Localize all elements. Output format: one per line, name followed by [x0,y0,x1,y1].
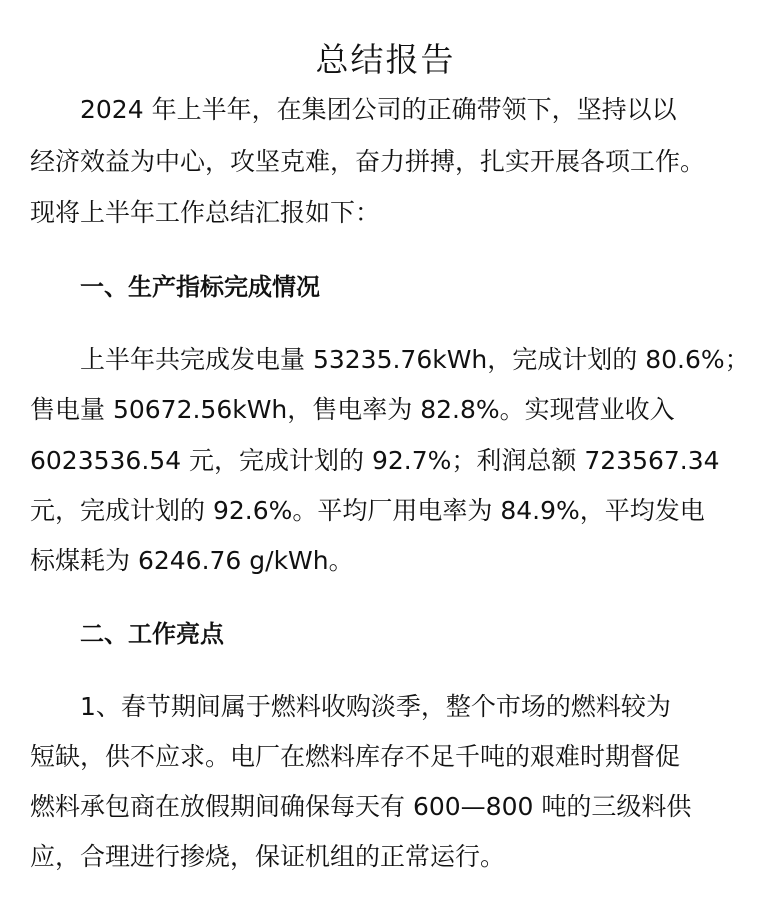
intro-line-3: 现将上半年工作总结汇报如下： [30,198,381,227]
section-2-line-1: 1、春节期间属于燃料收购淡季，整个市场的燃料较为 [80,692,671,721]
section-2-heading: 二、工作亮点 [80,620,224,648]
document-title: 总结报告 [315,40,456,80]
section-1-line-3: 6023536.54 元，完成计划的 92.7%；利润总额 723567.34 [30,446,720,475]
section-1-line-5: 标煤耗为 6246.76 g/kWh。 [30,546,354,575]
section-1-line-1: 上半年共完成发电量 53235.76kWh，完成计划的 80.6%； [80,345,750,374]
section-2-line-2: 短缺，供不应求。电厂在燃料库存不足千吨的艰难时期督促 [30,742,681,771]
section-1-line-2: 售电量 50672.56kWh，售电率为 82.8%。实现营业收入 [30,395,675,424]
section-1-line-4: 元，完成计划的 92.6%。平均厂用电率为 84.9%，平均发电 [30,496,705,525]
intro-line-2: 经济效益为中心，攻坚克难，奋力拼搏，扎实开展各项工作。 [30,147,706,176]
intro-line-1: 2024 年上半年，在集团公司的正确带领下，坚持以以 [80,95,677,124]
section-1-heading: 一、生产指标完成情况 [80,273,320,301]
section-2-line-3: 燃料承包商在放假期间确保每天有 600—800 吨的三级料供 [30,792,692,821]
section-2-line-4: 应，合理进行掺烧，保证机组的正常运行。 [30,842,506,871]
